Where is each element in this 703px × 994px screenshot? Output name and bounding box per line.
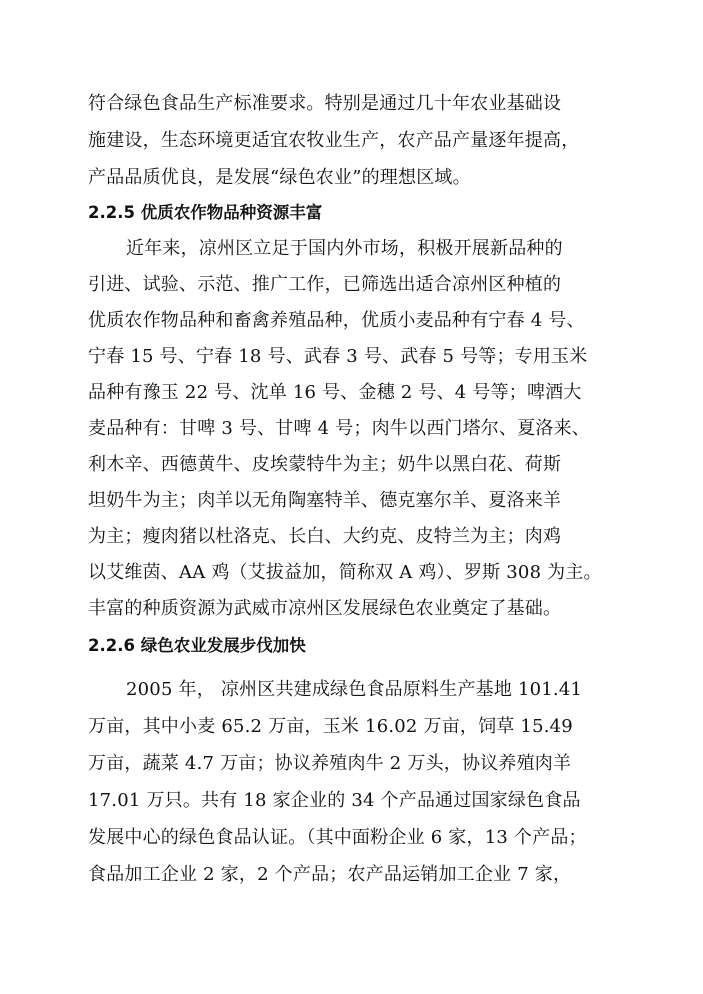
paragraph-line: 17.01 万只。共有 18 家企业的 34 个产品通过国家绿色食品 (88, 790, 581, 811)
paragraph-line: 以艾维茵、AA 鸡（艾拔益加，简称双 A 鸡）、罗斯 308 为主。 (88, 562, 602, 583)
paragraph-line: 万亩，其中小麦 65.2 万亩，玉米 16.02 万亩，饲草 15.49 (88, 716, 573, 737)
paragraph-line: 宁春 15 号、宁春 18 号、武春 3 号、武春 5 号等；专用玉米 (88, 346, 588, 367)
section-heading-2-2-6: 2.2.6 绿色农业发展步伐加快 (88, 636, 306, 655)
paragraph-line: 麦品种有：甘啤 3 号、甘啤 4 号；肉牛以西门塔尔、夏洛来、 (88, 418, 590, 439)
paragraph-line: 万亩，蔬菜 4.7 万亩；协议养殖肉牛 2 万头，协议养殖肉羊 (88, 753, 572, 774)
paragraph-line: 施建设，生态环境更适宜农牧业生产，农产品产量逐年提高， (88, 130, 580, 151)
paragraph-line: 为主；瘦肉猪以杜洛克、长白、大约克、皮特兰为主；肉鸡 (88, 526, 562, 547)
paragraph-line: 坦奶牛为主；肉羊以无角陶塞特羊、德克塞尔羊、夏洛来羊 (88, 490, 562, 511)
paragraph-line: 2005 年， 凉州区共建成绿色食品原料生产基地 101.41 (126, 679, 583, 700)
paragraph-line: 引进、试验、示范、推广工作，已筛选出适合凉州区种植的 (88, 274, 562, 295)
paragraph-line: 产品品质优良，是发展“绿色农业”的理想区域。 (88, 167, 471, 188)
paragraph-line: 利木辛、西德黄牛、皮埃蒙特牛为主；奶牛以黑白花、荷斯 (88, 454, 562, 475)
paragraph-line: 近年来，凉州区立足于国内外市场，积极开展新品种的 (126, 238, 563, 259)
paragraph-line: 优质农作物品种和畜禽养殖品种，优质小麦品种有宁春 4 号、 (88, 310, 585, 331)
paragraph-line: 丰富的种质资源为武威市凉州区发展绿色农业奠定了基础。 (88, 598, 562, 619)
paragraph-line: 符合绿色食品生产标准要求。特别是通过几十年农业基础设 (88, 93, 562, 114)
paragraph-line: 发展中心的绿色食品认证。（其中面粉企业 6 家，13 个产品； (88, 827, 587, 848)
paragraph-line: 品种有豫玉 22 号、沈单 16 号、金穗 2 号、4 号等；啤酒大 (88, 382, 582, 403)
section-heading-2-2-5: 2.2.5 优质农作物品种资源丰富 (88, 203, 323, 222)
paragraph-line: 食品加工企业 2 家，2 个产品；农产品运销加工企业 7 家， (88, 864, 572, 885)
